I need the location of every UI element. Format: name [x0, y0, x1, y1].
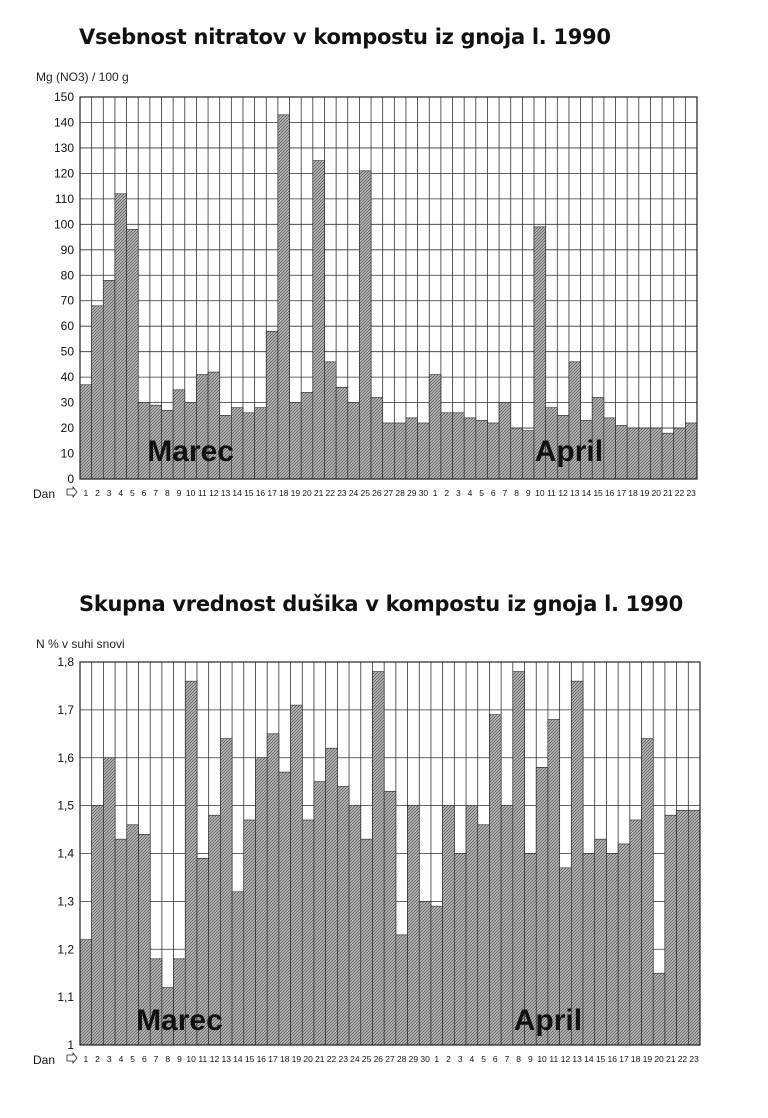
x-tick-label: 19 — [639, 488, 650, 498]
bar — [408, 806, 420, 1045]
x-tick-label: 17 — [267, 488, 277, 498]
x-tick-label: 11 — [549, 1054, 559, 1064]
x-tick-label: 17 — [619, 1054, 629, 1064]
x-tick-label: 23 — [337, 488, 347, 498]
x-tick-label: 13 — [572, 1054, 582, 1064]
month-label: April — [534, 435, 604, 468]
x-tick-label: 19 — [642, 1054, 653, 1064]
y-tick-label: 1 — [67, 1038, 74, 1052]
x-tick-label: 2 — [95, 1054, 100, 1064]
x-tick-label: 5 — [479, 488, 484, 498]
x-tick-label: 14 — [581, 488, 592, 498]
x-tick-label: 21 — [315, 1054, 325, 1064]
x-tick-label: 23 — [686, 488, 696, 498]
y-tick-label: 130 — [53, 140, 74, 155]
bar — [630, 820, 642, 1045]
bar — [606, 854, 618, 1046]
y-tick-label: 30 — [60, 395, 74, 410]
month-label: Marec — [147, 435, 234, 468]
x-tick-label: 21 — [313, 488, 324, 498]
bar — [255, 758, 267, 1045]
month-label: Marec — [136, 1004, 223, 1037]
bar — [665, 815, 677, 1045]
x-tick-label: 5 — [130, 1054, 136, 1064]
x-tick-label: 29 — [407, 488, 417, 498]
x-tick-label: 28 — [396, 1054, 407, 1064]
x-tick-label: 13 — [220, 488, 231, 498]
x-tick-label: 2 — [95, 488, 100, 498]
y-tick-label: 1,6 — [57, 750, 74, 765]
x-tick-label: 11 — [197, 488, 207, 498]
x-tick-label: 6 — [492, 1054, 498, 1064]
x-tick-label: 29 — [408, 1054, 419, 1064]
bar — [478, 825, 490, 1045]
x-tick-label: 10 — [186, 1054, 196, 1064]
x-tick-label: 1 — [432, 488, 438, 498]
y-tick-label: 150 — [53, 90, 74, 104]
x-tick-label: 3 — [455, 488, 461, 498]
x-tick-label: 25 — [360, 488, 370, 498]
y-tick-label: 120 — [53, 166, 74, 181]
bar — [571, 681, 583, 1045]
x-tick-label: 1 — [83, 488, 89, 498]
bar — [688, 810, 700, 1045]
arrow-icon — [67, 1053, 77, 1063]
x-tick-label: 19 — [291, 1054, 302, 1064]
y-tick-label: 70 — [60, 293, 74, 308]
x-tick-label: 27 — [385, 1054, 395, 1064]
bar — [618, 844, 630, 1045]
bar — [337, 786, 349, 1045]
x-tick-label: 22 — [326, 1054, 337, 1064]
y-tick-label: 1,3 — [57, 894, 74, 909]
bar — [372, 672, 384, 1045]
y-tick-label: 100 — [53, 217, 74, 232]
x-tick-label: 30 — [420, 1054, 430, 1064]
x-tick-label: 18 — [630, 1054, 641, 1064]
chart1-title: Vsebnost nitratov v kompostu iz gnoja l. 1990 — [79, 25, 611, 49]
y-tick-label: 20 — [60, 421, 74, 436]
x-tick-label: 14 — [233, 1054, 243, 1064]
x-tick-label: 18 — [279, 1054, 290, 1064]
chart1-y-axis-label: Mg (NO3) / 100 g — [36, 70, 129, 84]
x-tick-label: 1 — [434, 1054, 440, 1064]
x-tick-label: 8 — [516, 1054, 522, 1064]
x-tick-label: 7 — [153, 1054, 159, 1064]
bar — [431, 906, 443, 1045]
x-tick-label: 16 — [607, 1054, 617, 1064]
x-tick-label: 26 — [373, 1054, 384, 1064]
x-tick-label: 3 — [457, 1054, 463, 1064]
x-tick-label: 24 — [348, 488, 359, 498]
x-tick-label: 9 — [528, 1054, 533, 1064]
bar — [384, 791, 396, 1045]
x-tick-label: 6 — [490, 488, 496, 498]
bar — [302, 820, 314, 1045]
x-tick-label: 7 — [153, 488, 159, 498]
bar — [361, 839, 373, 1045]
x-tick-label: 5 — [481, 1054, 486, 1064]
x-tick-label: 6 — [141, 488, 147, 498]
x-tick-label: 9 — [525, 488, 531, 498]
y-tick-label: 60 — [60, 319, 74, 334]
x-tick-label: 12 — [209, 1054, 220, 1064]
x-tick-label: 18 — [278, 488, 289, 498]
x-tick-label: 24 — [350, 1054, 360, 1064]
bar — [501, 806, 513, 1045]
x-tick-label: 18 — [628, 488, 638, 498]
chart2-y-axis-label: N % v suhi snovi — [36, 637, 125, 651]
y-tick-label: 10 — [60, 446, 74, 461]
bar — [419, 901, 431, 1045]
y-tick-label: 1,4 — [57, 846, 74, 861]
x-tick-label: 15 — [593, 488, 603, 498]
y-tick-label: 80 — [60, 268, 74, 283]
bar — [103, 758, 115, 1045]
bar — [454, 854, 466, 1046]
month-label: April — [513, 1004, 583, 1037]
x-tick-label: 23 — [338, 1054, 348, 1064]
x-tick-label: 23 — [689, 1054, 699, 1064]
x-tick-label: 26 — [372, 488, 382, 498]
x-tick-label: 15 — [595, 1054, 606, 1064]
x-tick-label: 22 — [677, 1054, 688, 1064]
bar — [244, 820, 256, 1045]
x-tick-label: 4 — [118, 1054, 124, 1064]
x-tick-label: 2 — [446, 1054, 451, 1064]
y-tick-label: 40 — [60, 370, 74, 385]
bar — [677, 810, 689, 1045]
bar — [583, 854, 595, 1046]
y-tick-label: 140 — [53, 115, 74, 130]
bar — [267, 734, 279, 1045]
chart2-title: Skupna vrednost dušika v kompostu iz gnoja l. 1990 — [79, 592, 683, 616]
x-tick-label: 16 — [255, 488, 266, 498]
x-tick-label: 10 — [537, 1054, 547, 1064]
x-tick-label: 25 — [361, 1054, 372, 1064]
bar — [185, 681, 197, 1045]
x-tick-label: 19 — [290, 488, 301, 498]
x-tick-label: 7 — [504, 1054, 510, 1064]
bar — [595, 839, 607, 1045]
x-tick-label: 22 — [325, 488, 336, 498]
x-tick-label: 9 — [177, 1054, 182, 1064]
x-tick-label: 12 — [558, 488, 568, 498]
x-tick-label: 4 — [469, 1054, 475, 1064]
x-tick-label: 11 — [547, 488, 556, 498]
x-tick-label: 20 — [651, 488, 661, 498]
bar — [314, 782, 326, 1045]
x-tick-label: 5 — [130, 488, 135, 498]
bar — [443, 806, 455, 1045]
bar — [349, 806, 361, 1045]
bar — [80, 940, 92, 1045]
x-tick-label: 7 — [502, 488, 508, 498]
x-tick-label: 14 — [584, 1054, 594, 1064]
x-tick-label: 8 — [164, 488, 170, 498]
x-tick-label: 8 — [514, 488, 519, 498]
x-tick-label: 20 — [302, 488, 312, 498]
bar — [653, 973, 665, 1045]
x-tick-label: 4 — [467, 488, 473, 498]
bar — [115, 839, 127, 1045]
x-tick-label: 2 — [444, 488, 450, 498]
x-tick-label: 20 — [303, 1054, 313, 1064]
y-tick-label: 1,1 — [57, 990, 74, 1005]
bar — [220, 739, 232, 1045]
x-tick-label: 10 — [535, 488, 545, 498]
bar — [396, 935, 408, 1045]
y-tick-label: 110 — [54, 191, 74, 206]
y-tick-label: 0 — [67, 472, 74, 486]
x-tick-label: 28 — [395, 488, 405, 498]
bar — [92, 806, 104, 1045]
x-tick-label: 3 — [106, 488, 112, 498]
x-tick-label: 20 — [654, 1054, 664, 1064]
x-tick-label: 12 — [560, 1054, 571, 1064]
x-tick-label: 6 — [141, 1054, 147, 1064]
y-tick-label: 90 — [60, 242, 74, 257]
x-tick-label: 16 — [604, 488, 615, 498]
y-tick-label: 1,5 — [57, 798, 74, 813]
x-tick-label: 8 — [165, 1054, 171, 1064]
bar — [489, 715, 501, 1045]
x-tick-label: 30 — [418, 488, 429, 498]
x-tick-label: 14 — [232, 488, 242, 498]
x-tick-label: 1 — [83, 1054, 89, 1064]
y-tick-label: 50 — [60, 344, 74, 359]
y-tick-label: 1,7 — [57, 702, 74, 717]
x-tick-label: 27 — [383, 488, 394, 498]
x-tick-label: 21 — [666, 1054, 676, 1064]
x-tick-label: 15 — [244, 1054, 255, 1064]
bar — [513, 672, 525, 1045]
x-tick-label: 9 — [176, 488, 182, 498]
x-tick-label: 21 — [663, 488, 673, 498]
x-tick-label: 11 — [198, 1054, 208, 1064]
bar — [326, 748, 338, 1045]
bar — [279, 772, 291, 1045]
x-tick-label: 13 — [221, 1054, 231, 1064]
bar — [232, 892, 244, 1045]
y-tick-label: 1,8 — [57, 655, 74, 669]
x-tick-label: 15 — [244, 488, 254, 498]
x-axis-label: Dan — [33, 1053, 56, 1067]
bar — [548, 719, 560, 1045]
x-tick-label: 3 — [106, 1054, 112, 1064]
x-tick-label: 12 — [209, 488, 219, 498]
x-tick-label: 22 — [674, 488, 685, 498]
y-tick-label: 1,2 — [57, 942, 74, 957]
bar — [466, 806, 478, 1045]
x-tick-label: 17 — [616, 488, 627, 498]
x-tick-label: 17 — [268, 1054, 278, 1064]
x-tick-label: 10 — [185, 488, 196, 498]
bar — [291, 705, 303, 1045]
bar — [642, 739, 654, 1045]
x-axis-label: Dan — [33, 487, 56, 501]
x-tick-label: 16 — [256, 1054, 267, 1064]
x-tick-label: 4 — [118, 488, 124, 498]
x-tick-label: 13 — [570, 488, 580, 498]
